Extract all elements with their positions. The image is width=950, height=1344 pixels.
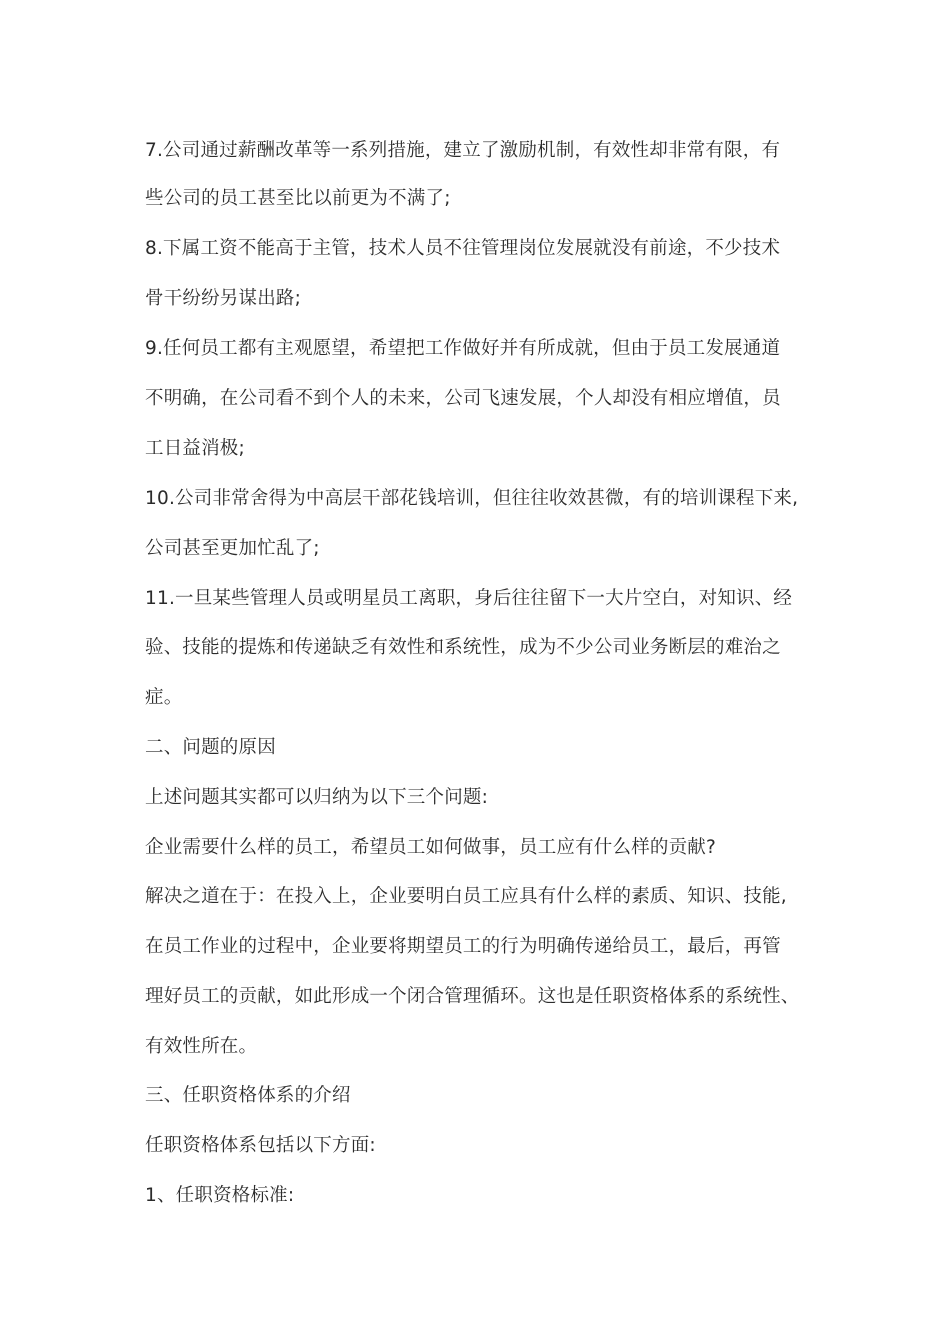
- paragraph-line: 9.任何员工都有主观愿望，希望把工作做好并有所成就，但由于员工发展通道: [145, 338, 781, 359]
- paragraph-line: 11.一旦某些管理人员或明星员工离职，身后往往留下一大片空白，对知识、经: [145, 588, 793, 609]
- list-item-heading: 1、任职资格标准:: [145, 1185, 295, 1206]
- paragraph-line: 任职资格体系包括以下方面:: [145, 1135, 376, 1156]
- paragraph-line: 公司甚至更加忙乱了;: [145, 538, 320, 559]
- paragraph-line: 8.下属工资不能高于主管，技术人员不往管理岗位发展就没有前途，不少技术: [145, 238, 781, 259]
- paragraph-line: 10.公司非常舍得为中高层干部花钱培训，但往往收效甚微，有的培训课程下来,: [145, 488, 799, 509]
- section-heading: 三、任职资格体系的介绍: [145, 1085, 351, 1106]
- section-heading: 二、问题的原因: [145, 737, 276, 758]
- paragraph-line: 解决之道在于：在投入上，企业要明白员工应具有什么样的素质、知识、技能,: [145, 886, 787, 907]
- paragraph-line: 上述问题其实都可以归纳为以下三个问题:: [145, 787, 489, 808]
- paragraph-line: 工日益消极;: [145, 438, 245, 459]
- paragraph-line: 7.公司通过薪酬改革等一系列措施，建立了激励机制，有效性却非常有限，有: [145, 140, 781, 161]
- paragraph-line: 不明确，在公司看不到个人的未来，公司飞速发展，个人却没有相应增值，员: [145, 388, 781, 409]
- paragraph-line: 骨干纷纷另谋出路;: [145, 288, 302, 309]
- paragraph-line: 理好员工的贡献，如此形成一个闭合管理循环。这也是任职资格体系的系统性、: [145, 986, 800, 1007]
- paragraph-line: 企业需要什么样的员工，希望员工如何做事，员工应有什么样的贡献?: [145, 837, 717, 858]
- paragraph-line: 验、技能的提炼和传递缺乏有效性和系统性，成为不少公司业务断层的难治之: [145, 637, 781, 658]
- paragraph-line: 在员工作业的过程中，企业要将期望员工的行为明确传递给员工，最后，再管: [145, 936, 781, 957]
- paragraph-line: 有效性所在。: [145, 1036, 258, 1057]
- paragraph-line: 些公司的员工甚至比以前更为不满了;: [145, 188, 451, 209]
- paragraph-line: 症。: [145, 687, 183, 708]
